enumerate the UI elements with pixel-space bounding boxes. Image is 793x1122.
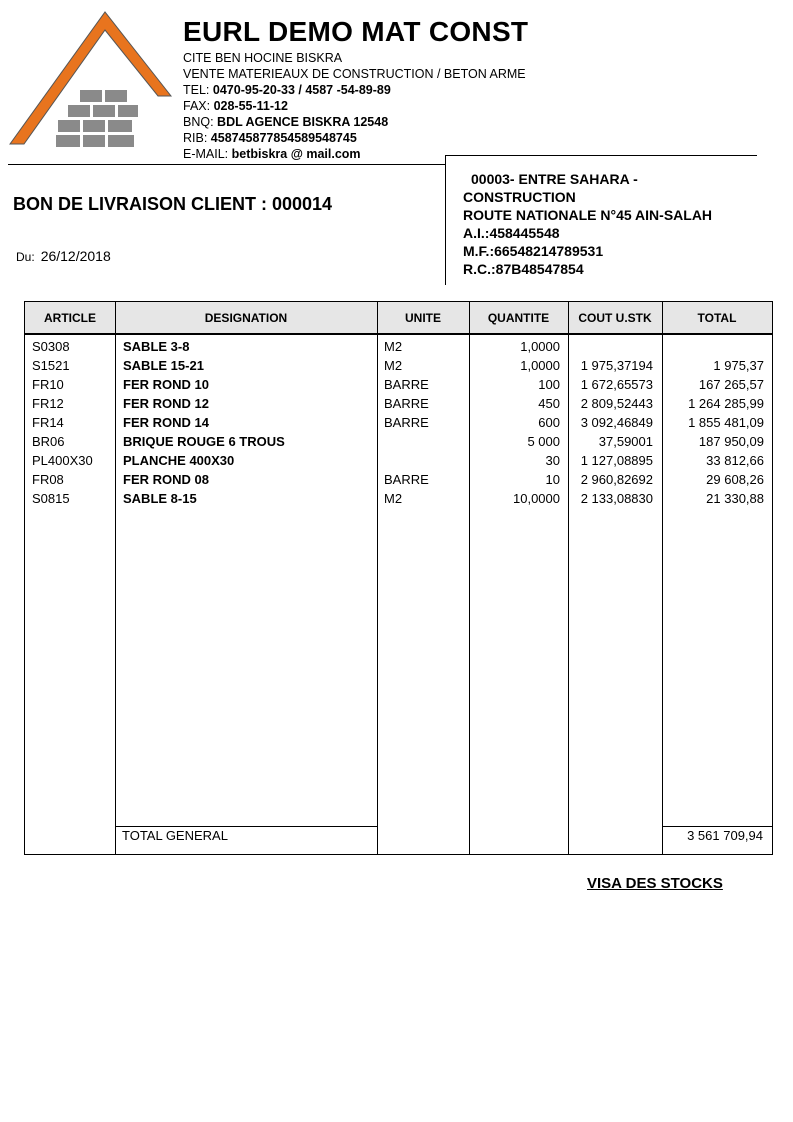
th-designation: DESIGNATION [204,311,288,325]
cell-unite: BARRE [384,396,429,411]
cell-cout: 2 809,52443 [580,396,653,411]
cell-article: FR12 [32,396,64,411]
client-mf: M.F.:66548214789531 [463,243,604,259]
cell-quantite: 5 000 [527,434,560,449]
date-label: Du: [16,250,35,264]
cell-unite [384,432,464,451]
cell-article: FR14 [32,415,64,430]
cell-unite: M2 [384,491,403,506]
company-address: CITE BEN HOCINE BISKRA [183,51,343,65]
cell-total [662,337,764,356]
client-ai: A.I.:458445548 [463,225,560,241]
document-date [16,248,111,264]
company-email [183,146,361,162]
cell-quantite: 100 [538,377,560,392]
cell-cout: 2 960,82692 [580,472,653,487]
cell-total: 21 330,88 [706,491,764,506]
cell-cout [568,337,653,356]
cell-quantite: 450 [538,396,560,411]
th-cout: COUT U.STK [578,311,652,325]
cell-total: 1 975,37 [713,358,764,373]
email-label: E-MAIL: [183,147,229,161]
th-unite: UNITE [405,311,441,325]
cell-total: 1 855 481,09 [688,415,764,430]
cell-unite: BARRE [384,415,429,430]
table-header [25,302,772,335]
cell-quantite: 10 [545,472,560,487]
cell-designation: FER ROND 10 [123,377,209,392]
col-divider [115,302,116,854]
th-quantite: QUANTITE [487,311,550,325]
cell-designation: FER ROND 08 [123,472,209,487]
cell-total: 29 608,26 [706,472,764,487]
items-table [24,301,773,855]
cell-article: S1521 [32,358,70,373]
cell-article: S0815 [32,491,70,506]
cell-cout: 37,59001 [598,434,653,449]
client-box-left [445,155,446,285]
cell-designation: FER ROND 12 [123,396,209,411]
client-rc: R.C.:87B48547854 [463,261,584,277]
client-address: ROUTE NATIONALE N°45 AIN-SALAH [463,207,713,223]
company-tel [183,82,391,98]
cell-designation: SABLE 15-21 [123,358,204,373]
th-total: TOTAL [697,311,737,325]
cell-designation: BRIQUE ROUGE 6 TROUS [123,434,285,449]
cell-quantite: 30 [545,453,560,468]
company-logo [8,10,174,150]
company-rib [183,130,357,146]
cell-quantite: 1,0000 [520,339,560,354]
cell-cout: 1 672,65573 [580,377,653,392]
total-general-value: 3 561 709,94 [687,828,763,843]
cell-article: PL400X30 [32,453,93,468]
company-name: EURL DEMO MAT CONST [183,16,529,47]
col-divider [377,302,378,854]
cell-unite [384,451,464,470]
document-title: BON DE LIVRAISON CLIENT : 000014 [13,194,333,214]
cell-article: BR06 [32,434,65,449]
email-value: betbiskra @ mail.com [231,147,361,161]
cell-total: 33 812,66 [706,453,764,468]
client-name: 00003- ENTRE SAHARA - [471,171,638,187]
cell-article: FR10 [32,377,64,392]
cell-cout: 3 092,46849 [580,415,653,430]
company-bank [183,114,388,130]
date-value: 26/12/2018 [40,248,111,264]
cell-article: FR08 [32,472,64,487]
cell-designation: FER ROND 14 [123,415,209,430]
cell-total: 187 950,09 [698,434,764,449]
rib-value: 458745877854589548745 [210,131,357,145]
cell-cout: 1 975,37194 [580,358,653,373]
cell-quantite: 10,0000 [513,491,560,506]
cell-designation: SABLE 8-15 [123,491,197,506]
cell-unite: M2 [384,358,403,373]
cell-unite: BARRE [384,377,429,392]
company-fax [183,98,288,114]
fax-label: FAX: [183,99,211,113]
cell-total: 167 265,57 [698,377,764,392]
cell-quantite: 1,0000 [520,358,560,373]
bnq-value: BDL AGENCE BISKRA 12548 [217,115,389,129]
company-activity: VENTE MATERIEAUX DE CONSTRUCTION / BETON ARME [183,67,526,81]
cell-quantite: 600 [538,415,560,430]
rib-label: RIB: [183,131,208,145]
header-divider [8,164,445,165]
tel-value: 0470-95-20-33 / 4587 -54-89-89 [212,83,391,97]
client-name-2: CONSTRUCTION [463,189,576,205]
cell-article: S0308 [32,339,70,354]
total-general-label: TOTAL GENERAL [122,828,228,843]
th-article: ARTICLE [44,311,96,325]
cell-designation: SABLE 3-8 [123,339,190,354]
tel-label: TEL: [183,83,210,97]
cell-cout: 1 127,08895 [580,453,653,468]
cell-unite: BARRE [384,472,429,487]
cell-designation: PLANCHE 400X30 [123,453,235,468]
cell-cout: 2 133,08830 [580,491,653,506]
client-box-top [445,155,757,156]
visa-des-stocks: VISA DES STOCKS [587,875,723,892]
bnq-label: BNQ: [183,115,214,129]
fax-value: 028-55-11-12 [213,99,288,113]
cell-total: 1 264 285,99 [688,396,764,411]
cell-unite: M2 [384,339,403,354]
